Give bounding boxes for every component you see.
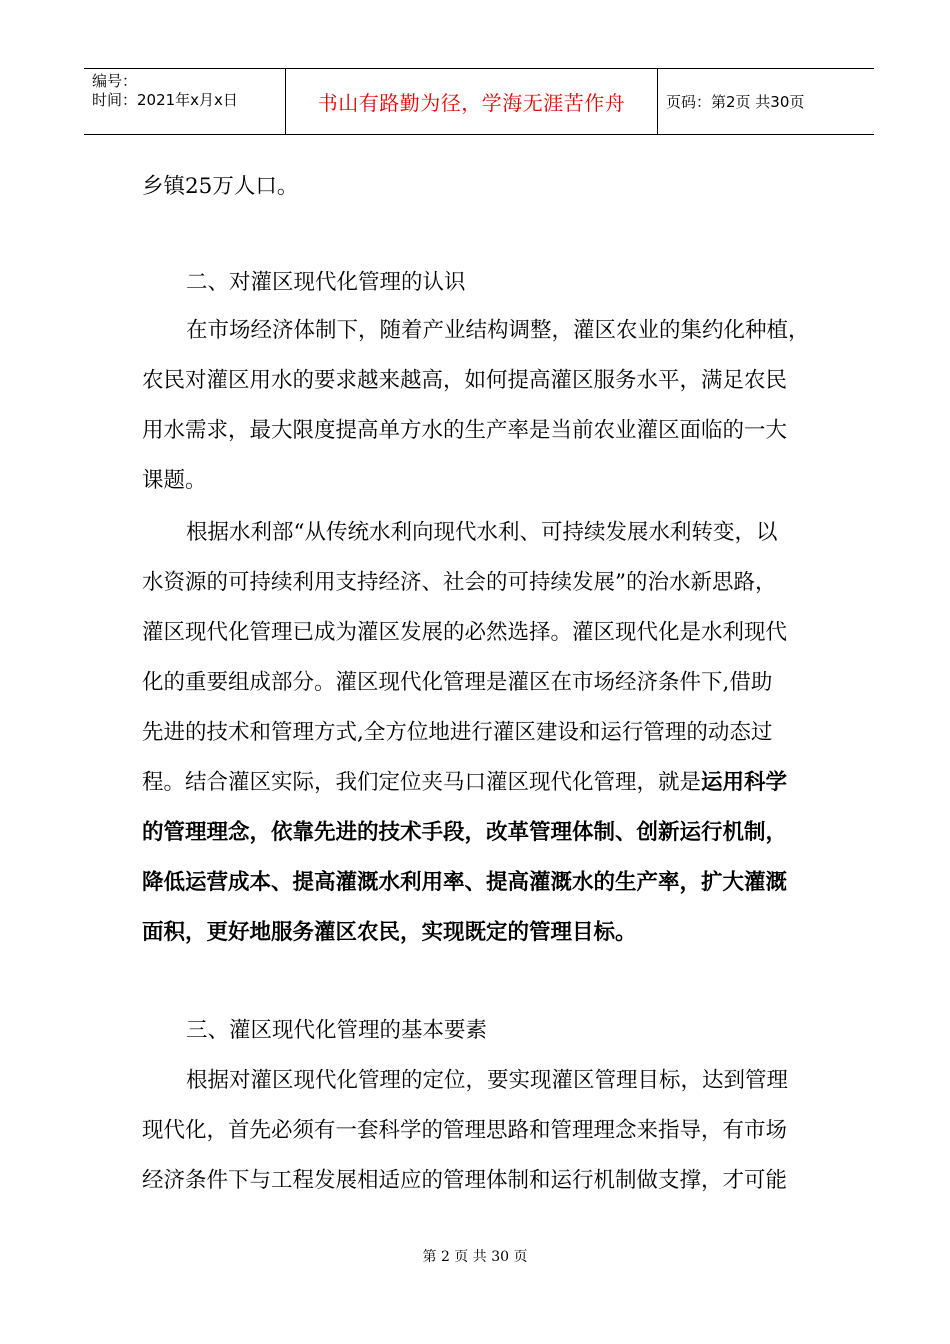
page-footer: 第 2 页 共 30 页: [422, 1249, 528, 1265]
page-info: 页码：第2页 共30页: [666, 93, 805, 111]
paragraph-line: 根据水利部“从传统水利向现代水利、可持续发展水利转变，以: [186, 520, 778, 545]
bold-paragraph-line: 的管理理念，依靠先进的技术手段，改革管理体制、创新运行机制，: [142, 820, 788, 845]
section-heading: 三、灌区现代化管理的基本要素: [186, 1018, 488, 1043]
paragraph-line: 经济条件下与工程发展相适应的管理体制和运行机制做支撑，才可能: [142, 1168, 788, 1193]
paragraph-line: 乡镇25万人口。: [142, 174, 299, 199]
paragraph-line: 化的重要组成部分。灌区现代化管理是灌区在市场经济条件下,借助: [142, 670, 773, 695]
paragraph-line: 水资源的可持续利用支持经济、社会的可持续发展”的治水新思路，: [142, 570, 777, 595]
bold-paragraph-line: 降低运营成本、提高灌溉水利用率、提高灌溉水的生产率，扩大灌溉: [142, 870, 788, 895]
paragraph-line: [142, 768, 787, 798]
header-left-cell: [84, 69, 286, 134]
header-table: [84, 68, 874, 135]
paragraph-line: 先进的技术和管理方式,全方位地进行灌区建设和运行管理的动态过: [142, 720, 773, 745]
section-heading: 二、对灌区现代化管理的认识: [186, 270, 466, 295]
number-label: 编号：: [92, 72, 138, 90]
bold-text-run: 运用科学: [701, 770, 788, 795]
text-run: 程。结合灌区实际，我们定位夹马口灌区现代化管理，就是: [142, 770, 702, 795]
header-page-cell: [658, 69, 874, 134]
paragraph-line: 在市场经济体制下，随着产业结构调整，灌区农业的集约化种植，: [186, 318, 810, 343]
motto: 书山有路勤为径，学海无涯苦作舟: [317, 91, 626, 115]
paragraph-line: 根据对灌区现代化管理的定位，要实现灌区管理目标，达到管理: [186, 1068, 789, 1093]
header-motto-cell: [286, 69, 658, 134]
paragraph-line: 用水需求，最大限度提高单方水的生产率是当前农业灌区面临的一大: [142, 418, 788, 443]
paragraph-line: 课题。: [142, 468, 207, 493]
paragraph-line: 现代化，首先必须有一套科学的管理思路和管理理念来指导，有市场: [142, 1118, 788, 1143]
bold-paragraph-line: 面积，更好地服务灌区农民，实现既定的管理目标。: [142, 920, 637, 945]
paragraph-line: 农民对灌区用水的要求越来越高，如何提高灌区服务水平，满足农民: [142, 368, 788, 393]
time-label: 时间：2021年x月x日: [92, 91, 238, 109]
paragraph-line: 灌区现代化管理已成为灌区发展的必然选择。灌区现代化是水利现代: [142, 620, 788, 645]
